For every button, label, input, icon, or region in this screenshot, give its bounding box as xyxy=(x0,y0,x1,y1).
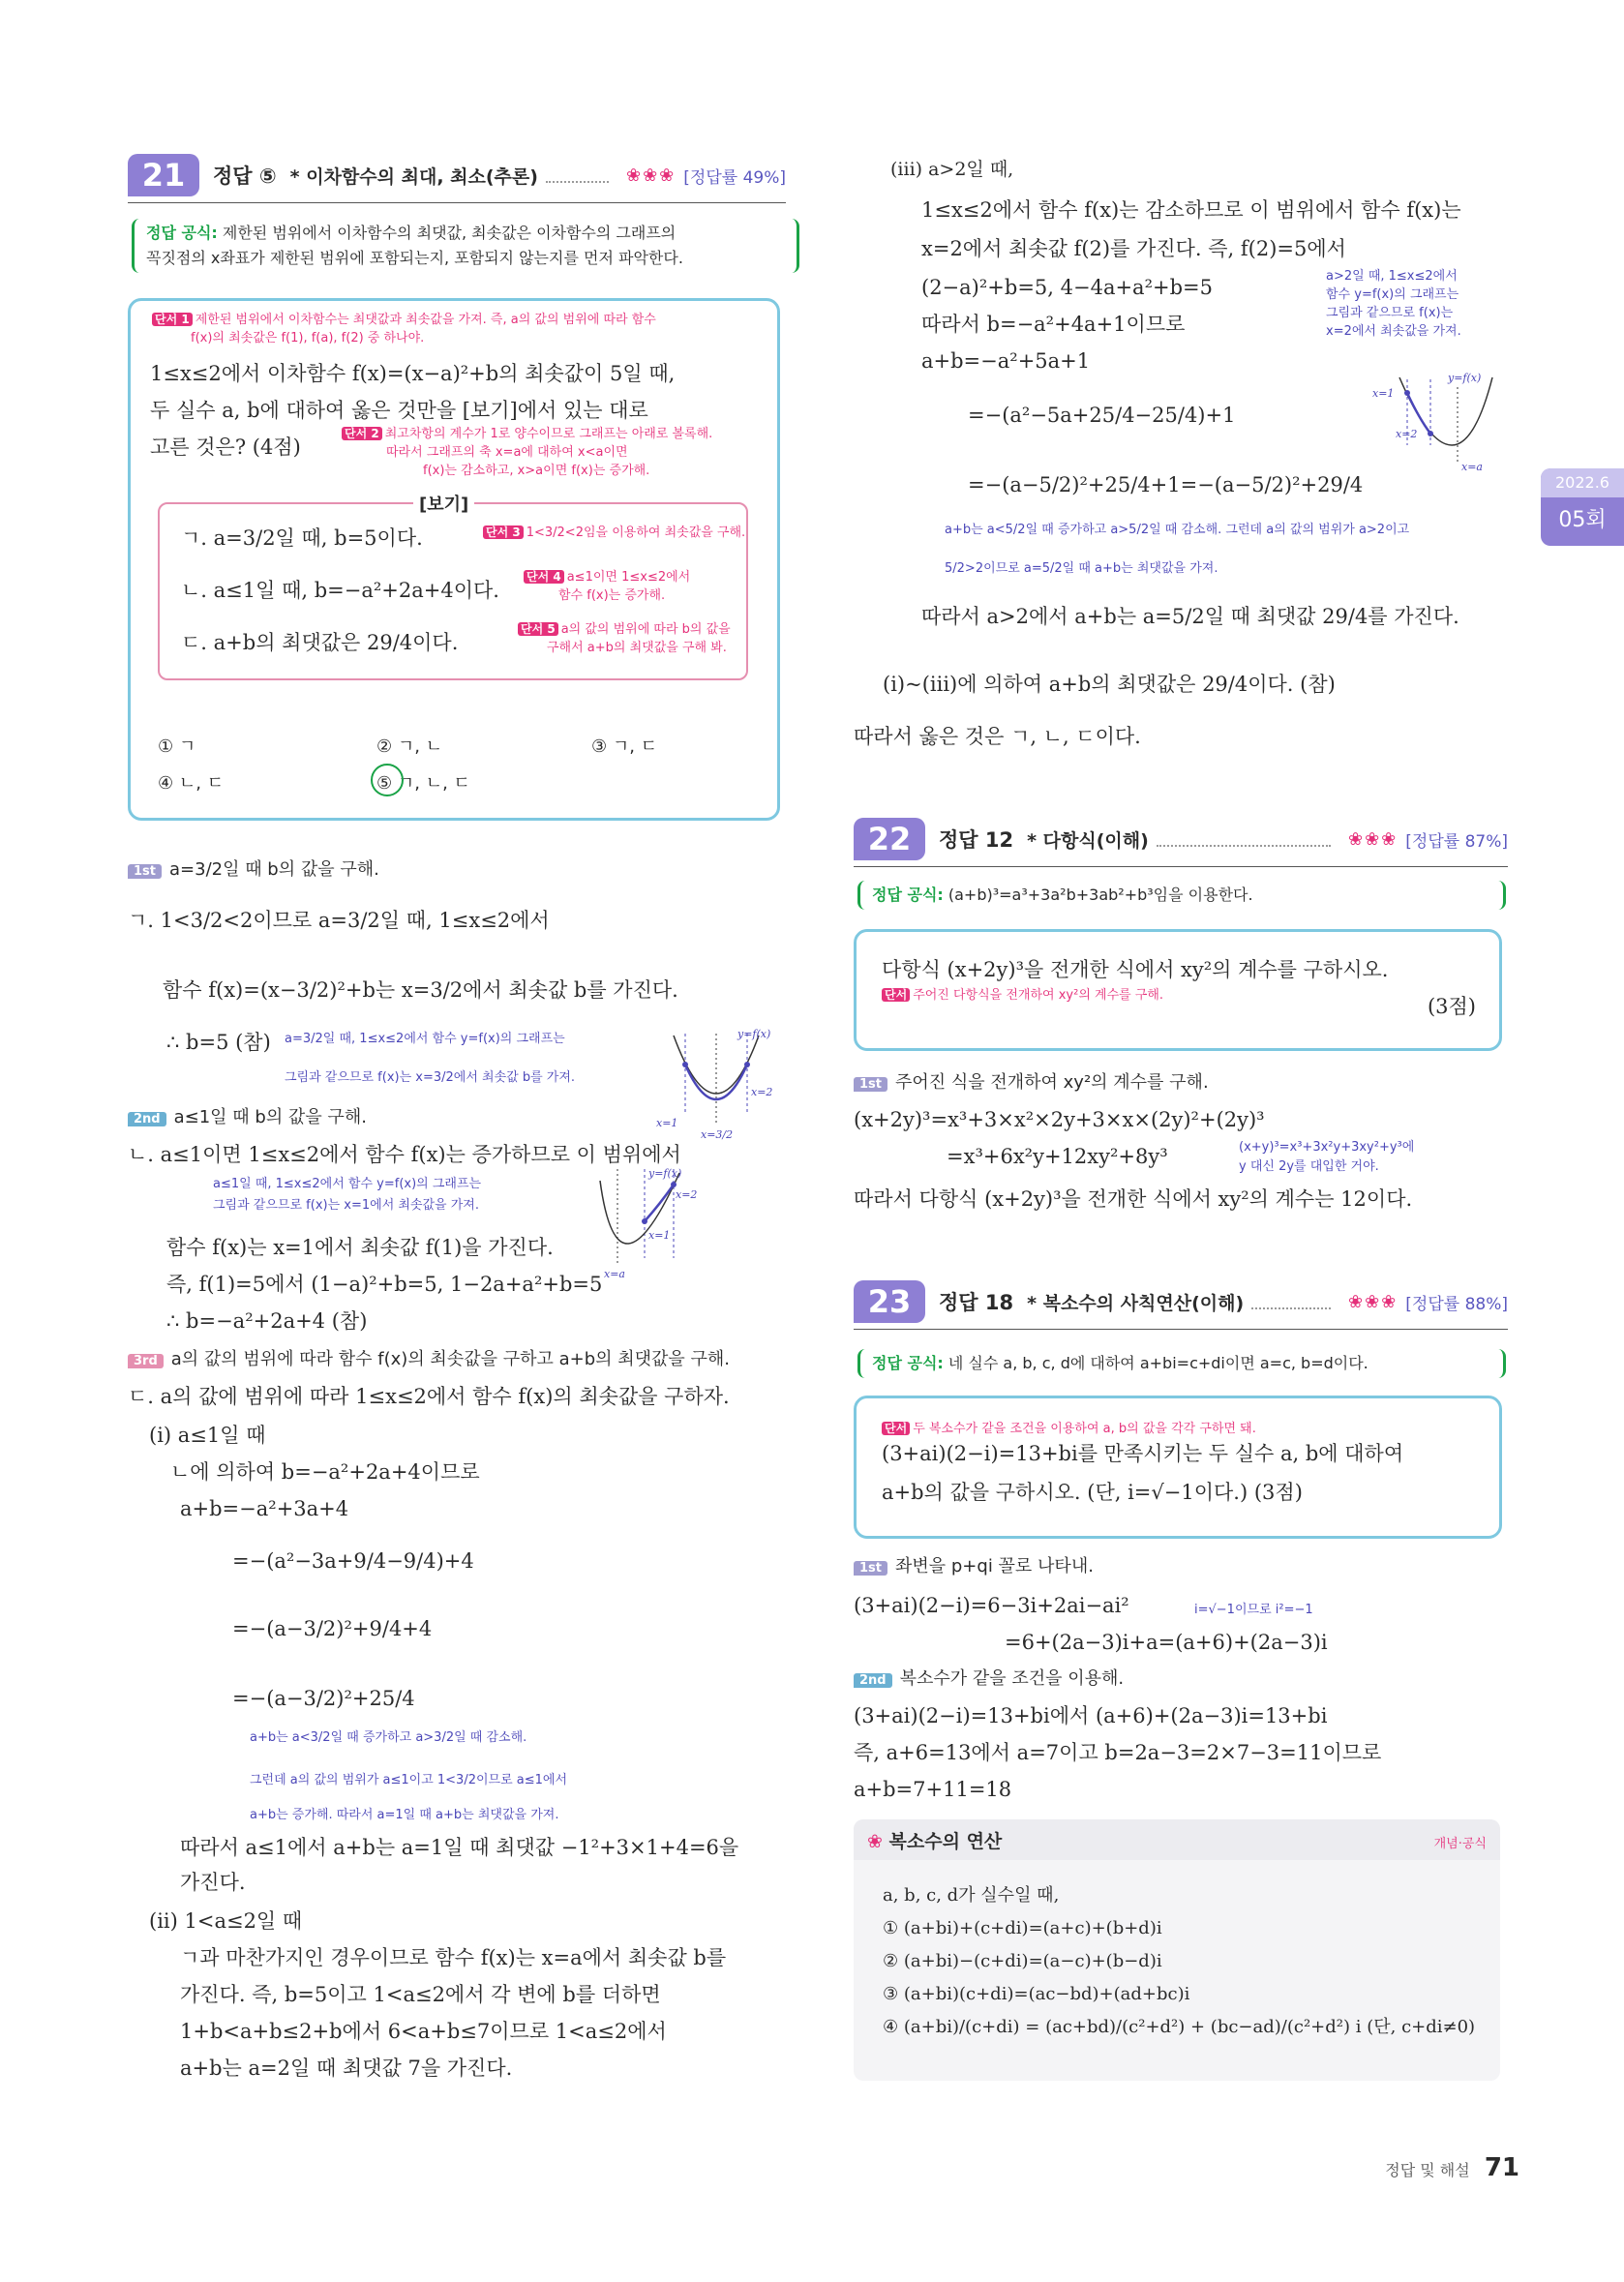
solution-line: 함수 f(x)=(x−3/2)²+b는 x=3/2에서 최솟값 b를 가진다. xyxy=(163,978,678,1002)
solution-line: a+b=7+11=18 xyxy=(854,1778,1012,1801)
solution-line: a+b=−a²+3a+4 xyxy=(180,1497,349,1520)
difficulty-stars-icon: ❀❀❀ xyxy=(1348,828,1398,850)
key-label: 정답 공식: xyxy=(872,886,944,904)
solution-line: a+b는 a=2일 때 최댓값 7을 가진다. xyxy=(180,2057,513,2080)
difficulty-stars-icon: ❀❀❀ xyxy=(626,165,677,186)
key-formula-box xyxy=(857,1349,1506,1378)
graph-label: y=f(x) xyxy=(1448,372,1482,384)
choice-5[interactable]: ⑤ ㄱ, ㄴ, ㄷ xyxy=(376,773,470,794)
step-title: 주어진 식을 전개하여 xy²의 계수를 구해. xyxy=(895,1072,1209,1093)
hint-text: 1<3/2<2임을 이용하여 최솟값을 구해. xyxy=(526,525,746,540)
solution-line: (ii) 1<a≤2일 때 xyxy=(149,1909,303,1933)
concept-tag: 개념·공식 xyxy=(1433,1837,1487,1851)
step-tag: 1st xyxy=(128,864,162,879)
problem-23-header xyxy=(854,1279,1508,1324)
solution-note xyxy=(1326,267,1461,341)
graph-parabola-3 xyxy=(1361,368,1496,474)
question-line: (3+ai)(2−i)=13+bi를 만족시키는 두 실수 a, b에 대하여 xyxy=(882,1442,1404,1465)
graph-parabola-1 xyxy=(650,1026,786,1142)
solution-line: (i)~(iii)에 의하여 a+b의 최댓값은 29/4이다. (참) xyxy=(883,673,1336,696)
key-label: 정답 공식: xyxy=(872,1354,944,1372)
problem-number: 22 xyxy=(854,818,925,860)
step-tag: 1st xyxy=(854,1561,887,1576)
key-text: 네 실수 a, b, c, d에 대하여 a+bi=c+di이면 a=c, b=d이다. xyxy=(943,1354,1368,1372)
solution-line: =−(a²−5a+25/4−25/4)+1 xyxy=(968,404,1236,427)
note-line: 함수 y=f(x)의 그래프는 xyxy=(1326,287,1459,302)
topic-label: * 이차함수의 최대, 최소(추론) xyxy=(289,165,538,188)
key-formula-box xyxy=(857,881,1506,910)
solution-line: 즉, f(1)=5에서 (1−a)²+b=5, 1−2a+a²+b=5 xyxy=(166,1273,603,1296)
key-text: 제한된 범위에서 이차함수의 최댓값, 최솟값은 이차함수의 그래프의 xyxy=(217,224,677,242)
hint-tag: 단서 3 xyxy=(483,525,524,539)
solution-line: ∴ b=−a²+2a+4 (참) xyxy=(166,1309,368,1333)
points-label: (3점) xyxy=(1427,995,1476,1018)
hint-text: 따라서 그래프의 축 x=a에 대하여 x<a이면 xyxy=(386,445,628,460)
hint-text: 함수 f(x)는 증가해. xyxy=(558,588,666,603)
step-title: a≤1일 때 b의 값을 구해. xyxy=(173,1107,367,1127)
solution-line: x=2에서 최솟값 f(2)를 가진다. 즉, f(2)=5에서 xyxy=(921,237,1346,260)
footer-label: 정답 및 해설 xyxy=(1385,2161,1470,2179)
hint-tag: 단서 2 xyxy=(342,427,382,440)
graph-label: y=f(x) xyxy=(737,1028,771,1040)
solution-line: =x³+6x²y+12xy²+8y³ xyxy=(947,1145,1168,1168)
bogi-title: [보기] xyxy=(413,491,474,516)
answer-label: 정답 ⑤ xyxy=(213,165,277,188)
hint-tag: 단서 1 xyxy=(152,313,193,326)
hint-tag: 단서 xyxy=(882,988,910,1002)
step-tag: 1st xyxy=(854,1077,887,1092)
hint-text: 구해서 a+b의 최댓값을 구해 봐. xyxy=(547,641,727,655)
note-line: x=2에서 최솟값을 가져. xyxy=(1326,324,1461,339)
solution-note: 그림과 같으므로 f(x)는 x=1에서 최솟값을 가져. xyxy=(213,1198,479,1213)
problem-21-header xyxy=(128,153,786,197)
solution-line: =−(a−3/2)²+9/4+4 xyxy=(232,1617,433,1640)
graph-parabola-2 xyxy=(598,1165,714,1281)
solution-line: ㄷ. a의 값에 범위에 따라 1≤x≤2에서 함수 f(x)의 최솟값을 구하자. xyxy=(128,1385,730,1408)
hint-text: 최고차항의 계수가 1로 양수이므로 그래프는 아래로 볼록해. xyxy=(384,427,713,441)
question-line: 다항식 (x+2y)³을 전개한 식에서 xy²의 계수를 구하시오. xyxy=(882,958,1389,981)
exam-year: 2022.6 xyxy=(1541,468,1624,497)
solution-note: 5/2>2이므로 a=5/2일 때 a+b는 최댓값을 가져. xyxy=(945,561,1218,576)
key-text: (a+b)³=a³+3a²b+3ab²+b³임을 이용한다. xyxy=(943,886,1253,904)
bogi-item: ㄴ. a≤1일 때, b=−a²+2a+4이다. xyxy=(181,579,499,602)
flower-icon: ❀ xyxy=(867,1831,889,1852)
choice-3[interactable]: ③ ㄱ, ㄷ xyxy=(591,736,658,757)
solution-note: (x+y)³=x³+3x²y+3xy²+y³에 xyxy=(1239,1140,1415,1155)
question-line: a+b의 값을 구하시오. (단, i=√−1이다.) (3점) xyxy=(882,1481,1303,1504)
problem-number: 21 xyxy=(128,154,199,196)
hint-text: f(x)는 감소하고, x>a이면 f(x)는 증가해. xyxy=(423,464,650,478)
solution-line: 즉, a+6=13에서 a=7이고 b=2a−3=2×7−3=11이므로 xyxy=(854,1741,1382,1764)
key-text: 꼭짓점의 x좌표가 제한된 범위에 포함되는지, 포함되지 않는지를 먼저 파악한다. xyxy=(146,249,683,267)
concept-line: ② (a+bi)−(c+di)=(a−c)+(b−d)i xyxy=(883,1951,1162,1971)
exam-tab xyxy=(1541,468,1624,546)
concept-line: ① (a+bi)+(c+di)=(a+c)+(b+d)i xyxy=(883,1918,1162,1938)
graph-label: x=2 xyxy=(751,1086,773,1098)
key-formula-box xyxy=(132,219,799,273)
problem-22-question-box xyxy=(854,929,1502,1051)
solution-note: y 대신 2y를 대입한 거야. xyxy=(1239,1159,1379,1174)
solution-line: 따라서 a≤1에서 a+b는 a=1일 때 최댓값 −1²+3×1+4=6을 xyxy=(180,1836,739,1859)
hint-tag: 단서 xyxy=(882,1422,910,1435)
page-number: 71 xyxy=(1484,2153,1519,2182)
question-line: 두 실수 a, b에 대하여 옳은 것만을 [보기]에서 있는 대로 xyxy=(150,399,648,422)
graph-label: x=1 xyxy=(648,1229,671,1242)
hint-tag: 단서 5 xyxy=(518,622,558,636)
hint-text: 두 복소수가 같을 조건을 이용하여 a, b의 값을 각각 구하면 돼. xyxy=(913,1422,1256,1436)
solution-line: ㄴ. a≤1이면 1≤x≤2에서 함수 f(x)는 증가하므로 이 범위에서 xyxy=(128,1143,681,1166)
note-line: 그림과 같으므로 f(x)는 xyxy=(1326,306,1454,320)
difficulty-stars-icon: ❀❀❀ xyxy=(1348,1291,1398,1312)
problem-23-question-box xyxy=(854,1396,1502,1539)
solution-line: =6+(2a−3)i+a=(a+6)+(2a−3)i xyxy=(1005,1631,1328,1654)
solution-note: 그림과 같으므로 f(x)는 x=3/2에서 최솟값 b를 가져. xyxy=(285,1070,576,1085)
solution-line: =−(a²−3a+9/4−9/4)+4 xyxy=(232,1549,474,1573)
answer-circle-icon xyxy=(371,764,404,796)
solution-line: ㄱ. 1<3/2<2이므로 a=3/2일 때, 1≤x≤2에서 xyxy=(128,909,550,932)
note-line: a>2일 때, 1≤x≤2에서 xyxy=(1326,269,1458,284)
step-title: a의 값의 범위에 따라 함수 f(x)의 최솟값을 구하고 a+b의 최댓값을 구해. xyxy=(170,1349,731,1369)
solution-line: 가진다. 즉, b=5이고 1<a≤2에서 각 변에 b를 더하면 xyxy=(180,1983,661,2006)
solution-note: a=3/2일 때, 1≤x≤2에서 함수 y=f(x)의 그래프는 xyxy=(285,1032,565,1046)
graph-label: x=a xyxy=(604,1268,625,1280)
question-line: 고른 것은? (4점) xyxy=(150,435,301,459)
step-tag: 2nd xyxy=(854,1673,892,1688)
topic-label: * 다항식(이해) xyxy=(1027,829,1149,852)
graph-label: y=f(x) xyxy=(648,1167,682,1180)
graph-label: x=2 xyxy=(1396,428,1418,440)
solution-line: (3+ai)(2−i)=6−3i+2ai−ai² xyxy=(854,1594,1129,1617)
answer-label: 정답 18 xyxy=(939,1291,1014,1314)
solution-line: 함수 f(x)는 x=1에서 최솟값 f(1)을 가진다. xyxy=(166,1236,554,1259)
bogi-item: ㄱ. a=3/2일 때, b=5이다. xyxy=(181,526,423,550)
correct-rate: [정답률 49%] xyxy=(683,167,786,188)
key-label: 정답 공식: xyxy=(146,224,218,242)
graph-label: x=1 xyxy=(1372,387,1395,400)
hint-text: 주어진 다항식을 전개하여 xy²의 계수를 구해. xyxy=(913,988,1164,1003)
correct-rate: [정답률 88%] xyxy=(1405,1294,1508,1314)
problem-number: 23 xyxy=(854,1280,925,1323)
solution-line: 따라서 a>2에서 a+b는 a=5/2일 때 최댓값 29/4를 가진다. xyxy=(921,605,1459,628)
solution-line: =−(a−3/2)²+25/4 xyxy=(232,1687,415,1710)
step-title: 복소수가 같을 조건을 이용해. xyxy=(899,1668,1125,1689)
answer-label: 정답 12 xyxy=(939,828,1014,852)
solution-line: ∴ b=5 (참) xyxy=(166,1031,271,1054)
hint-text: a≤1이면 1≤x≤2에서 xyxy=(566,570,691,585)
choice-1[interactable]: ① ㄱ xyxy=(158,736,196,757)
graph-label: x=2 xyxy=(676,1188,698,1201)
solution-line: 1≤x≤2에서 함수 f(x)는 감소하므로 이 범위에서 함수 f(x)는 xyxy=(921,198,1461,222)
solution-line: (iii) a>2일 때, xyxy=(890,159,1014,180)
concept-line: ④ (a+bi)/(c+di) = (ac+bd)/(c²+d²) + (bc−ad)/(c²+d²) i (단, c+di≠0) xyxy=(883,2017,1476,2037)
solution-line: ㄴ에 의하여 b=−a²+2a+4이므로 xyxy=(170,1460,480,1484)
topic-label: * 복소수의 사칙연산(이해) xyxy=(1027,1292,1245,1314)
hint-text: a의 값의 범위에 따라 b의 값을 xyxy=(560,622,731,637)
graph-label: x=a xyxy=(1461,461,1483,473)
solution-note: a+b는 증가해. 따라서 a=1일 때 a+b는 최댓값을 가져. xyxy=(250,1808,559,1822)
problem-22-header xyxy=(854,817,1508,861)
solution-note: 그런데 a의 값의 범위가 a≤1이고 1<3/2이므로 a≤1에서 xyxy=(250,1773,568,1787)
solution-note: a+b는 a<5/2일 때 증가하고 a>5/2일 때 감소해. 그런데 a의 값의 범위가 a>2이고 xyxy=(945,523,1410,537)
hint-text: f(x)의 최솟값은 f(1), f(a), f(2) 중 하나야. xyxy=(191,331,425,345)
hint-tag: 단서 4 xyxy=(524,570,564,584)
solution-line: (2−a)²+b=5, 4−4a+a²+b=5 xyxy=(921,276,1213,299)
concept-line: ③ (a+bi)(c+di)=(ac−bd)+(ad+bc)i xyxy=(883,1984,1190,2004)
bogi-box xyxy=(158,495,748,680)
choice-4[interactable]: ④ ㄴ, ㄷ xyxy=(158,773,225,794)
concept-box xyxy=(854,1819,1500,2081)
graph-label: x=3/2 xyxy=(701,1128,734,1141)
page-footer xyxy=(1385,2153,1519,2182)
step-tag: 3rd xyxy=(128,1354,164,1368)
solution-note: a+b는 a<3/2일 때 증가하고 a>3/2일 때 감소해. xyxy=(250,1730,527,1745)
solution-line: ㄱ과 마찬가지인 경우이므로 함수 f(x)는 x=a에서 최솟값 b를 xyxy=(180,1946,727,1969)
solution-line: 따라서 다항식 (x+2y)³을 전개한 식에서 xy²의 계수는 12이다. xyxy=(854,1187,1413,1211)
solution-line: =−(a−5/2)²+25/4+1=−(a−5/2)²+29/4 xyxy=(968,473,1364,496)
step-tag: 2nd xyxy=(128,1112,166,1126)
correct-rate: [정답률 87%] xyxy=(1405,831,1508,852)
solution-note: i=√−1이므로 i²=−1 xyxy=(1194,1603,1313,1617)
solution-line: 가진다. xyxy=(180,1871,246,1894)
solution-line: a+b=−a²+5a+1 xyxy=(921,349,1091,373)
solution-line: (x+2y)³=x³+3×x²×2y+3×x×(2y)²+(2y)³ xyxy=(854,1108,1265,1131)
exam-round: 05회 xyxy=(1558,508,1607,532)
solution-line: 1+b<a+b≤2+b에서 6<a+b≤7이므로 1<a≤2에서 xyxy=(180,2020,667,2043)
problem-21-question-box xyxy=(128,298,780,821)
concept-line: a, b, c, d가 실수일 때, xyxy=(883,1885,1060,1906)
hint-text: 제한된 범위에서 이차함수는 최댓값과 최솟값을 가져. 즉, a의 값의 범위에 따라 함수 xyxy=(195,313,656,327)
choice-2[interactable]: ② ㄱ, ㄴ xyxy=(376,736,443,757)
question-line: 1≤x≤2에서 이차함수 f(x)=(x−a)²+b의 최솟값이 5일 때, xyxy=(150,362,676,385)
step-title: a=3/2일 때 b의 값을 구해. xyxy=(169,859,379,880)
solution-line: 따라서 b=−a²+4a+1이므로 xyxy=(921,313,1186,336)
bogi-item: ㄷ. a+b의 최댓값은 29/4이다. xyxy=(181,631,459,654)
solution-line: (3+ai)(2−i)=13+bi에서 (a+6)+(2a−3)i=13+bi xyxy=(854,1704,1328,1727)
concept-title: 복소수의 연산 xyxy=(888,1831,1003,1852)
graph-label: x=1 xyxy=(656,1117,678,1129)
solution-line: (i) a≤1일 때 xyxy=(149,1424,266,1447)
solution-line: 따라서 옳은 것은 ㄱ, ㄴ, ㄷ이다. xyxy=(854,725,1141,748)
solution-note: a≤1일 때, 1≤x≤2에서 함수 y=f(x)의 그래프는 xyxy=(213,1177,482,1191)
step-title: 좌변을 p+qi 꼴로 나타내. xyxy=(895,1556,1094,1576)
